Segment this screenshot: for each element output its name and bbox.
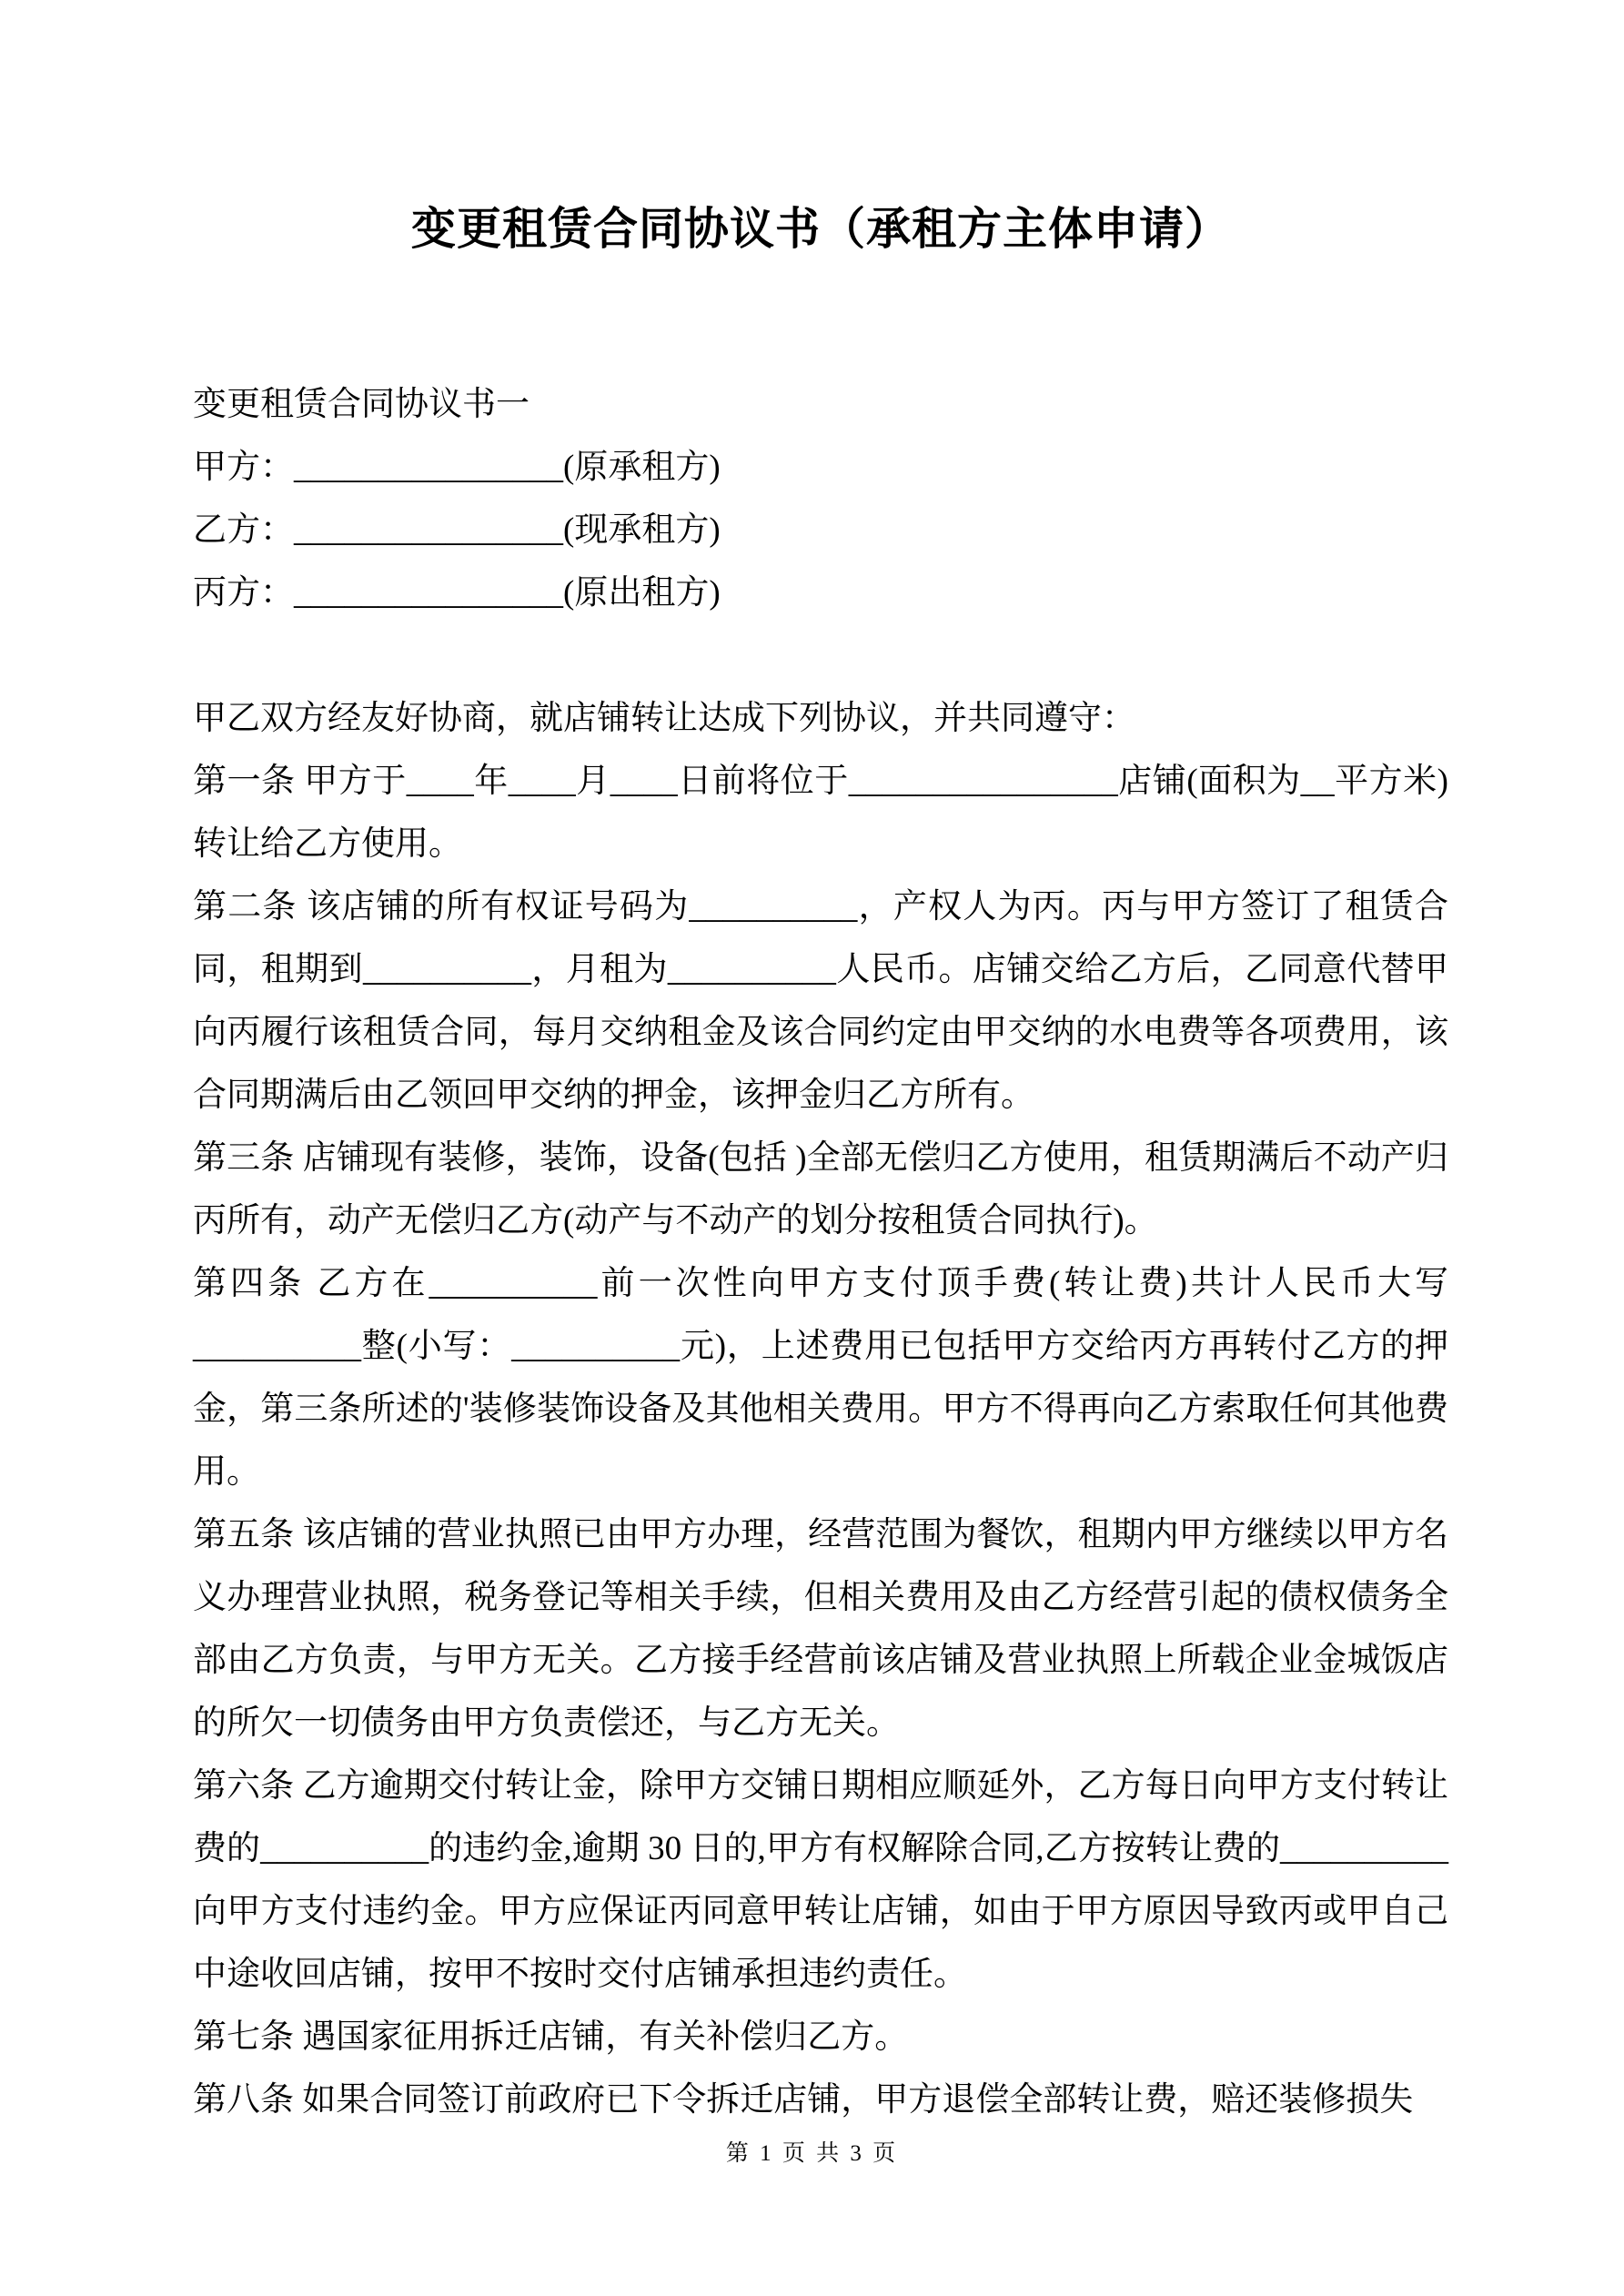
document-title: 变更租赁合同协议书（承租方主体申请） [410,204,1230,254]
party-label: 丙方： [193,574,294,612]
party-note: (现承租方) [563,511,721,549]
intro-line: 变更租赁合同协议书一 [193,386,530,423]
clause-paragraph-8: 第八条 如果合同签订前政府已下令拆迁店铺，甲方退偿全部转让费，赔还装修损失 [193,2081,1414,2119]
party-note: (原出租方) [563,574,721,612]
clause-paragraph-6: 第六条 乙方逾期交付转让金，除甲方交铺日期相应顺延外，乙方每日向甲方支付转让费的__________的违约金,逾期 30 日的,甲方有权解除合同,乙方按转让费的__________向甲方支付违约金。甲方应保证丙同意甲转让店铺，如由于甲方原因导致丙或甲自己中途收回店铺，按甲不按时交付店铺承担违约责任。 [193,1767,1448,1993]
document-content [193,0,1448,2131]
document-body [193,373,1448,2131]
party-blank-field: ________________ [294,511,563,549]
clause-paragraph-7: 第七条 遇国家征用拆迁店铺，有关补偿归乙方。 [193,2018,909,2056]
clause-paragraph-1: 第一条 甲方于____年____月____日前将位于________________店铺(面积为__平方米)转让给乙方使用。 [193,763,1448,863]
page-footer: 第 1 页 共 3 页 [725,2141,899,2166]
clause-paragraph-2: 第二条 该店铺的所有权证号码为__________，产权人为丙。丙与甲方签订了租赁合同，租期到__________，月租为__________人民币。店铺交给乙方后，乙同意代替甲向丙履行该租赁合同，每月交纳租金及该合同约定由甲交纳的水电费等各项费用，该合同期满后由乙领回甲交纳的押金，该押金归乙方所有。 [193,888,1448,1114]
clause-paragraph-5: 第五条 该店铺的营业执照已由甲方办理，经营范围为餐饮，租期内甲方继续以甲方名义办理营业执照，税务登记等相关手续，但相关费用及由乙方经营引起的债权债务全部由乙方负责，与甲方无关。乙方接手经营前该店铺及营业执照上所载企业金城饭店的所欠一切债务由甲方负责偿还，与乙方无关。 [193,1516,1448,1742]
party-label: 乙方： [193,511,294,549]
party-line-yifang [193,499,1448,561]
clause-paragraph-4: 第四条 乙方在__________前一次性向甲方支付顶手费(转让费)共计人民币大写__________整(小写：__________元)，上述费用已包括甲方交给丙方再转付乙方的押金，第三条所述的'装修装饰设备及其他相关费用。甲方不得再向乙方索取任何其他费用。 [193,1265,1448,1491]
party-line-jiafang [193,436,1448,499]
party-blank-field: ________________ [294,449,563,486]
clause-paragraph-3: 第三条 店铺现有装修，装饰，设备(包括 )全部无偿归乙方使用，租赁期满后不动产归丙所有，动产无偿归乙方(动产与不动产的划分按租赁合同执行)。 [193,1139,1448,1239]
blank-line-spacer [193,624,1448,687]
party-line-bingfang [193,561,1448,624]
party-label: 甲方： [193,449,294,486]
party-blank-field: ________________ [294,574,563,612]
party-note: (原承租方) [563,449,721,486]
preamble-line: 甲乙双方经友好协商，就店铺转让达成下列协议，并共同遵守： [193,700,1135,737]
